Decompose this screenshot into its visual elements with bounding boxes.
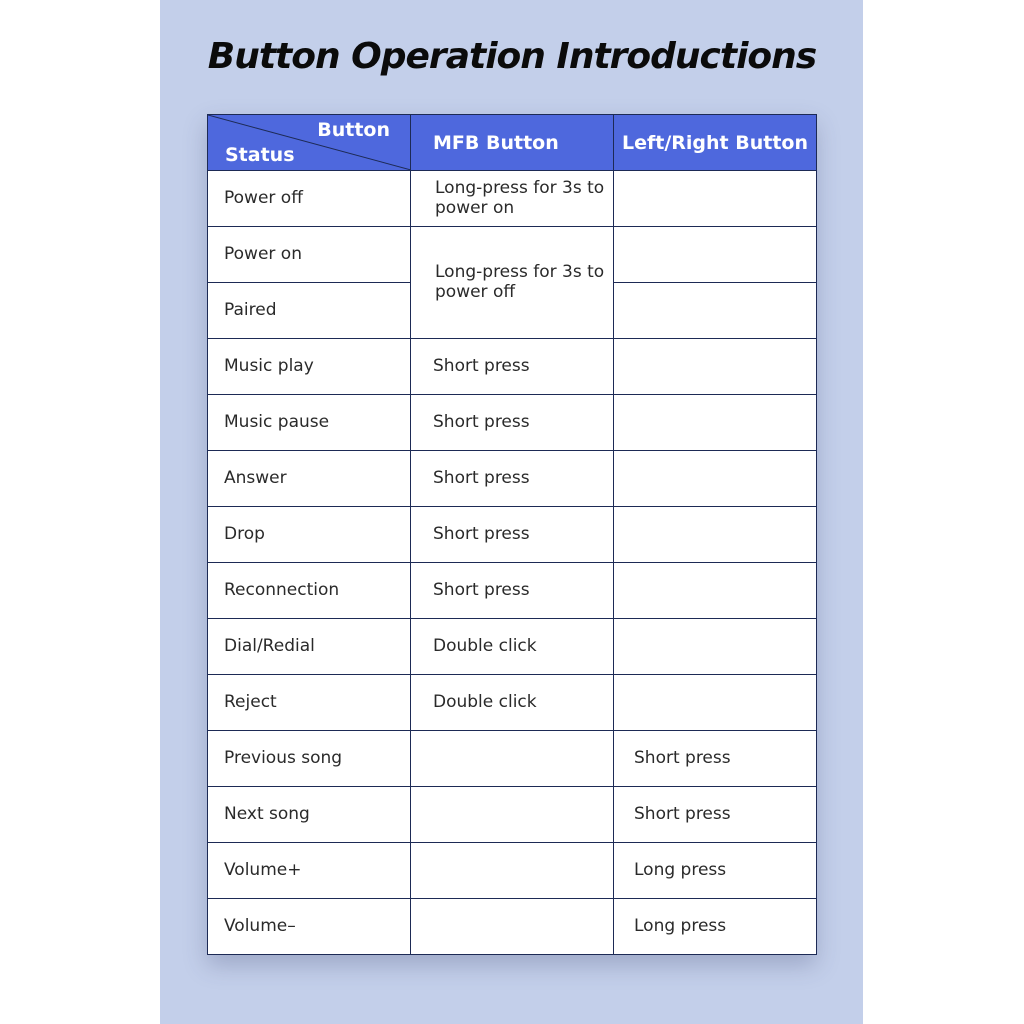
table-row [208,843,817,899]
table-row [208,507,817,563]
status-cell: Music play [208,339,411,395]
table-row [208,619,817,675]
status-cell: Paired [208,283,411,339]
lr-cell [614,563,817,619]
table-row [208,395,817,451]
status-cell: Drop [208,507,411,563]
table-row [208,899,817,955]
status-cell: Volume– [208,899,411,955]
table-row [208,563,817,619]
mfb-cell: Long-press for 3s to power on [411,171,614,227]
table-row [208,451,817,507]
lr-cell [614,171,817,227]
status-cell: Reject [208,675,411,731]
lr-cell [614,675,817,731]
status-cell: Previous song [208,731,411,787]
table-header-row [208,115,817,171]
mfb-cell: Short press [411,451,614,507]
header-left-right-button: Left/Right Button [614,115,817,171]
mfb-cell: Double click [411,675,614,731]
corner-header-cell [208,115,411,171]
mfb-cell: Short press [411,563,614,619]
table-row [208,339,817,395]
mfb-cell: Short press [411,507,614,563]
lr-cell [614,451,817,507]
mfb-cell-merged: Long-press for 3s to power off [411,227,614,339]
lr-cell: Short press [614,787,817,843]
table-row [208,171,817,227]
mfb-cell: Short press [411,395,614,451]
lr-cell [614,507,817,563]
corner-button-label: Button [317,119,390,141]
mfb-cell: Double click [411,619,614,675]
corner-status-label: Status [225,144,295,166]
lr-cell: Short press [614,731,817,787]
mfb-cell [411,787,614,843]
status-cell: Answer [208,451,411,507]
status-cell: Music pause [208,395,411,451]
lr-cell [614,227,817,283]
mfb-cell [411,731,614,787]
status-cell: Next song [208,787,411,843]
lr-cell [614,339,817,395]
lr-cell [614,283,817,339]
status-cell: Power off [208,171,411,227]
table-row [208,675,817,731]
lr-cell: Long press [614,843,817,899]
table-row [208,227,817,283]
header-mfb-button: MFB Button [411,115,614,171]
status-cell: Dial/Redial [208,619,411,675]
lr-cell [614,395,817,451]
table-row [208,731,817,787]
operation-table [207,114,817,955]
mfb-cell: Short press [411,339,614,395]
page-title: Button Operation Introductions [207,36,817,77]
status-cell: Reconnection [208,563,411,619]
mfb-cell [411,843,614,899]
table-row [208,787,817,843]
mfb-cell [411,899,614,955]
operation-table-container [207,114,816,955]
lr-cell [614,619,817,675]
status-cell: Volume+ [208,843,411,899]
lr-cell: Long press [614,899,817,955]
status-cell: Power on [208,227,411,283]
